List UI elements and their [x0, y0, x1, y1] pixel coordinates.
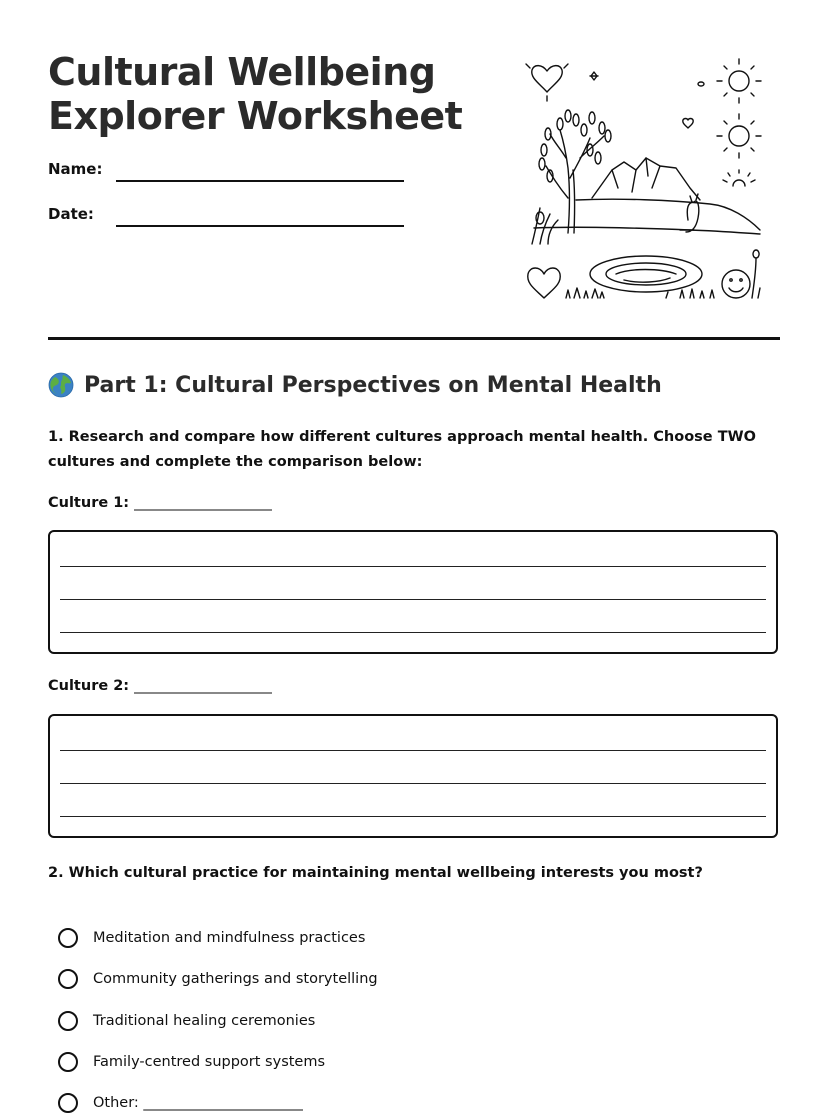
answer-line	[60, 750, 766, 751]
date-label: Date:	[48, 205, 94, 223]
radio-button[interactable]	[58, 1093, 78, 1113]
page-title	[48, 50, 462, 138]
part1-heading-text: Part 1: Cultural Perspectives on Mental Health	[84, 372, 662, 398]
option-label: Traditional healing ceremonies	[93, 1013, 316, 1029]
culture-1-answer-box[interactable]	[48, 530, 778, 654]
culture-1-label-text: Culture 1:	[48, 495, 130, 511]
option-community[interactable]	[58, 967, 378, 991]
name-field[interactable]	[116, 180, 404, 182]
part1-heading	[48, 372, 662, 398]
culture-2-answer-box[interactable]	[48, 714, 778, 838]
question-2: 2. Which cultural practice for maintaining mental wellbeing interests you most?	[48, 865, 703, 881]
answer-line	[60, 816, 766, 817]
culture-1-blank[interactable]: ___________________	[134, 495, 272, 511]
section-divider	[48, 337, 780, 340]
title-line-2: Explorer Worksheet	[48, 94, 463, 138]
option-other[interactable]	[58, 1091, 303, 1115]
date-field[interactable]	[116, 225, 404, 227]
radio-button[interactable]	[58, 928, 78, 948]
title-line-1: Cultural Wellbeing	[48, 50, 436, 94]
culture-2-label	[48, 678, 272, 694]
landscape-illustration-icon	[520, 58, 770, 308]
answer-line	[60, 599, 766, 600]
option-family-support[interactable]	[58, 1050, 325, 1074]
answer-line	[60, 783, 766, 784]
culture-2-blank[interactable]: ___________________	[134, 678, 272, 694]
option-label: Meditation and mindfulness practices	[93, 930, 366, 946]
answer-line	[60, 632, 766, 633]
radio-button[interactable]	[58, 1052, 78, 1072]
option-traditional-healing[interactable]	[58, 1009, 315, 1033]
radio-button[interactable]	[58, 969, 78, 989]
option-label: Community gatherings and storytelling	[93, 971, 378, 987]
option-label: Family-centred support systems	[93, 1054, 326, 1070]
question-1: 1. Research and compare how different cultures approach mental health. Choose TWO cultures and complete the comparison below:	[48, 429, 756, 470]
globe-icon	[48, 372, 74, 398]
answer-line	[60, 566, 766, 567]
option-meditation[interactable]	[58, 926, 365, 950]
name-label: Name:	[48, 160, 103, 178]
radio-button[interactable]	[58, 1011, 78, 1031]
culture-2-label-text: Culture 2:	[48, 678, 130, 694]
option-label: Other: ______________________	[93, 1095, 303, 1111]
culture-1-label	[48, 495, 272, 511]
